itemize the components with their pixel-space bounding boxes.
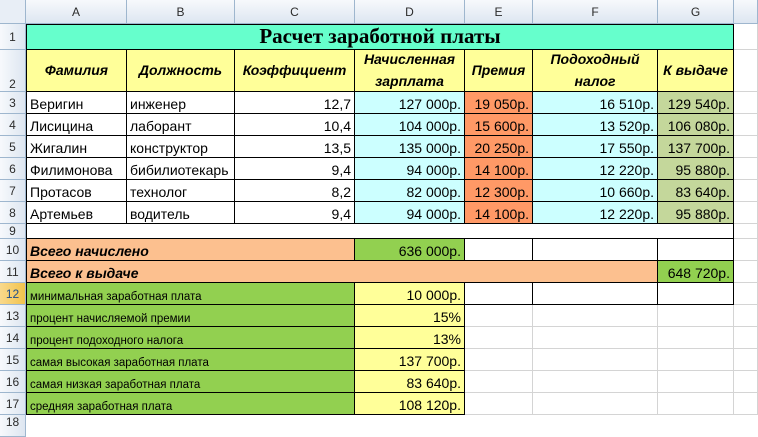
total-accrued-value[interactable]: 636 000р.: [355, 239, 465, 261]
cell-position[interactable]: водитель: [127, 202, 235, 224]
cell-payout[interactable]: 95 880р.: [658, 158, 734, 180]
cell-h3[interactable]: [734, 92, 758, 114]
cell-payout[interactable]: 106 080р.: [658, 114, 734, 136]
cell-g16[interactable]: [658, 371, 734, 393]
cell-g17[interactable]: [658, 393, 734, 415]
cell-g15[interactable]: [658, 349, 734, 371]
cell-accrued[interactable]: 135 000р.: [355, 136, 465, 158]
cell-g10[interactable]: [658, 239, 734, 261]
row-header-17[interactable]: 17: [0, 393, 26, 415]
cell-tax[interactable]: 17 550р.: [533, 136, 658, 158]
row-header-6[interactable]: 6: [0, 158, 26, 180]
cell-coefficient[interactable]: 12,7: [235, 92, 355, 114]
param-label[interactable]: процент подоходного налога: [26, 327, 355, 349]
cell-accrued[interactable]: 94 000р.: [355, 202, 465, 224]
header-position[interactable]: Должность: [127, 50, 235, 92]
cell-h4[interactable]: [734, 114, 758, 136]
cell-tax[interactable]: 10 660р.: [533, 180, 658, 202]
row-header-4[interactable]: 4: [0, 114, 26, 136]
cell-bonus[interactable]: 20 250р.: [465, 136, 533, 158]
cell-f17[interactable]: [533, 393, 658, 415]
cell-surname[interactable]: Жигалин: [26, 136, 127, 158]
cell-f16[interactable]: [533, 371, 658, 393]
column-header-f[interactable]: F: [533, 0, 658, 24]
cell-e13[interactable]: [465, 305, 533, 327]
column-header-c[interactable]: C: [235, 0, 355, 24]
column-header-e[interactable]: E: [465, 0, 533, 24]
row-header-5[interactable]: 5: [0, 136, 26, 158]
param-value[interactable]: 10 000р.: [355, 283, 465, 305]
param-label[interactable]: самая высокая заработная плата: [26, 349, 355, 371]
cell-f13[interactable]: [533, 305, 658, 327]
cell-h1[interactable]: [734, 24, 758, 50]
total-payout-value[interactable]: 648 720р.: [658, 261, 734, 283]
cell-h9[interactable]: [734, 224, 758, 239]
cell-accrued[interactable]: 94 000р.: [355, 158, 465, 180]
cell-h13[interactable]: [734, 305, 758, 327]
cell-e15[interactable]: [465, 349, 533, 371]
cell-payout[interactable]: 95 880р.: [658, 202, 734, 224]
cell-position[interactable]: инженер: [127, 92, 235, 114]
row-header-13[interactable]: 13: [0, 305, 26, 327]
cell-tax[interactable]: 12 220р.: [533, 158, 658, 180]
row-header-9[interactable]: 9: [0, 224, 26, 239]
cell-coefficient[interactable]: 13,5: [235, 136, 355, 158]
cell-tax[interactable]: 13 520р.: [533, 114, 658, 136]
cell-tax[interactable]: 16 510р.: [533, 92, 658, 114]
total-accrued-label[interactable]: Всего начислено: [26, 239, 355, 261]
cell-payout[interactable]: 129 540р.: [658, 92, 734, 114]
cell-payout[interactable]: 137 700р.: [658, 136, 734, 158]
param-value[interactable]: 13%: [355, 327, 465, 349]
header-payout[interactable]: К выдаче: [658, 50, 734, 92]
cell-g13[interactable]: [658, 305, 734, 327]
row-header-16[interactable]: 16: [0, 371, 26, 393]
row-header-1[interactable]: 1: [0, 24, 26, 50]
total-payout-label[interactable]: Всего к выдаче: [26, 261, 658, 283]
param-label[interactable]: самая низкая заработная плата: [26, 371, 355, 393]
cell-surname[interactable]: Протасов: [26, 180, 127, 202]
param-label[interactable]: процент начисляемой премии: [26, 305, 355, 327]
cell-e10[interactable]: [465, 239, 533, 261]
row-header-14[interactable]: 14: [0, 327, 26, 349]
row-header-7[interactable]: 7: [0, 180, 26, 202]
cell-position[interactable]: лаборант: [127, 114, 235, 136]
cell-surname[interactable]: Артемьев: [26, 202, 127, 224]
cell-h10[interactable]: [734, 239, 758, 261]
row-header-2[interactable]: 2: [0, 50, 26, 92]
header-tax[interactable]: Подоходный налог: [533, 50, 658, 92]
cell-e12[interactable]: [465, 283, 533, 305]
cell-e17[interactable]: [465, 393, 533, 415]
cell-coefficient[interactable]: 9,4: [235, 158, 355, 180]
header-accrued[interactable]: Начисленная зарплата: [355, 50, 465, 92]
cell-bonus[interactable]: 12 300р.: [465, 180, 533, 202]
cell-h15[interactable]: [734, 349, 758, 371]
row-header-11[interactable]: 11: [0, 261, 26, 283]
row-header-3[interactable]: 3: [0, 92, 26, 114]
param-value[interactable]: 83 640р.: [355, 371, 465, 393]
cell-e16[interactable]: [465, 371, 533, 393]
cell-coefficient[interactable]: 9,4: [235, 202, 355, 224]
cell-g12[interactable]: [658, 283, 734, 305]
cell-bonus[interactable]: 14 100р.: [465, 158, 533, 180]
row-header-8[interactable]: 8: [0, 202, 26, 224]
cell-surname[interactable]: Филимонова: [26, 158, 127, 180]
cell-bonus[interactable]: 14 100р.: [465, 202, 533, 224]
cell-h7[interactable]: [734, 180, 758, 202]
cell-g14[interactable]: [658, 327, 734, 349]
cell-position[interactable]: конструктор: [127, 136, 235, 158]
row-header-18[interactable]: 18: [0, 415, 26, 437]
row-header-10[interactable]: 10: [0, 239, 26, 261]
cell-tax[interactable]: 12 220р.: [533, 202, 658, 224]
cell-h17[interactable]: [734, 393, 758, 415]
cell-bonus[interactable]: 19 050р.: [465, 92, 533, 114]
cell-f15[interactable]: [533, 349, 658, 371]
column-header-b[interactable]: B: [127, 0, 235, 24]
cell-h16[interactable]: [734, 371, 758, 393]
cell-h14[interactable]: [734, 327, 758, 349]
cell-f14[interactable]: [533, 327, 658, 349]
cell-bonus[interactable]: 15 600р.: [465, 114, 533, 136]
param-value[interactable]: 15%: [355, 305, 465, 327]
header-surname[interactable]: Фамилия: [26, 50, 127, 92]
cell-f12[interactable]: [533, 283, 658, 305]
cell-h2[interactable]: [734, 50, 758, 92]
cell-payout[interactable]: 83 640р.: [658, 180, 734, 202]
cell-f10[interactable]: [533, 239, 658, 261]
column-header-a[interactable]: A: [26, 0, 127, 24]
empty-row-9[interactable]: [26, 224, 734, 239]
cell-h12[interactable]: [734, 283, 758, 305]
column-header-h[interactable]: [734, 0, 758, 24]
column-header-d[interactable]: D: [355, 0, 465, 24]
param-value[interactable]: 137 700р.: [355, 349, 465, 371]
cell-surname[interactable]: Лисицина: [26, 114, 127, 136]
cell-surname[interactable]: Веригин: [26, 92, 127, 114]
cell-h8[interactable]: [734, 202, 758, 224]
cell-accrued[interactable]: 82 000р.: [355, 180, 465, 202]
cell-position[interactable]: бибилиотекарь: [127, 158, 235, 180]
cell-position[interactable]: технолог: [127, 180, 235, 202]
header-coefficient[interactable]: Коэффициент: [235, 50, 355, 92]
cell-accrued[interactable]: 104 000р.: [355, 114, 465, 136]
cell-h6[interactable]: [734, 158, 758, 180]
cell-accrued[interactable]: 127 000р.: [355, 92, 465, 114]
header-bonus[interactable]: Премия: [465, 50, 533, 92]
cell-coefficient[interactable]: 10,4: [235, 114, 355, 136]
param-label[interactable]: средняя заработная плата: [26, 393, 355, 415]
cell-e14[interactable]: [465, 327, 533, 349]
param-value[interactable]: 108 120р.: [355, 393, 465, 415]
cell-coefficient[interactable]: 8,2: [235, 180, 355, 202]
row-header-15[interactable]: 15: [0, 349, 26, 371]
table-title[interactable]: Расчет заработной платы: [26, 24, 734, 50]
select-all-corner[interactable]: [0, 0, 26, 24]
row-header-12[interactable]: 12: [0, 283, 26, 305]
cell-h5[interactable]: [734, 136, 758, 158]
cell-h11[interactable]: [734, 261, 758, 283]
param-label[interactable]: минимальная заработная плата: [26, 283, 355, 305]
column-header-g[interactable]: G: [658, 0, 734, 24]
